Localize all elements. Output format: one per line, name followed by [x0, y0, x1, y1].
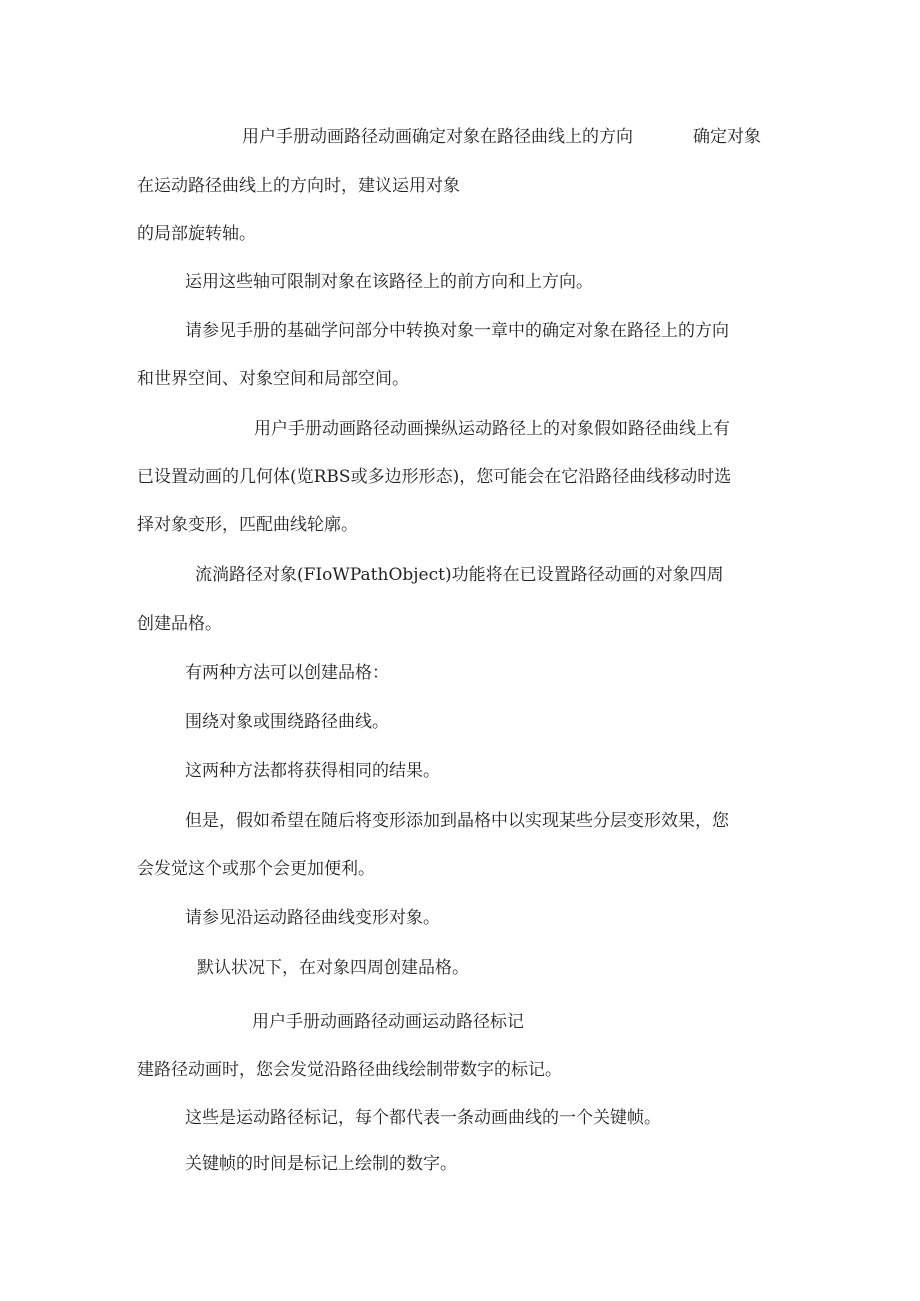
text-line: 会发觉这个或那个会更加便利。: [137, 859, 375, 879]
text-line: 确定对象: [693, 127, 761, 147]
text-line: 这两种方法都将获得相同的结果。: [185, 761, 440, 781]
text-line: 默认状况下，在对象四周创建品格。: [197, 958, 469, 978]
text-line: 有两种方法可以创建品格：: [185, 663, 389, 683]
text-line: 的局部旋转轴。: [137, 224, 256, 244]
text-line: 创建品格。: [137, 614, 222, 634]
text-line: 请参见沿运动路径曲线变形对象。: [185, 908, 440, 928]
text-line: 关键帧的时间是标记上绘制的数字。: [185, 1154, 457, 1174]
text-line: 流淌路径对象(FIoWPathObject)功能将在已设置路径动画的对象四周: [195, 565, 724, 585]
text-line: 建路径动画时，您会发觉沿路径曲线绘制带数字的标记。: [137, 1060, 562, 1080]
text-line: 择对象变形，匹配曲线轮廓。: [137, 515, 358, 535]
text-line: 围绕对象或围绕路径曲线。: [185, 712, 389, 732]
heading-line: 用户手册动画路径动画确定对象在路径曲线上的方向: [242, 127, 633, 147]
text-line: 这些是运动路径标记，每个都代表一条动画曲线的一个关键帧。: [185, 1108, 661, 1128]
text-line: 已设置动画的几何体(览RBS或多边形形态)，您可能会在它沿路径曲线移动时选: [137, 467, 732, 487]
text-line: 和世界空间、对象空间和局部空间。: [137, 369, 409, 389]
heading-line: 用户手册动画路径动画操纵运动路径上的对象假如路径曲线上有: [254, 419, 730, 439]
text-line: 运用这些轴可限制对象在该路径上的前方向和上方向。: [185, 272, 593, 292]
text-line: 在运动路径曲线上的方向时，建议运用对象: [137, 176, 460, 196]
text-line: 但是，假如希望在随后将变形添加到晶格中以实现某些分层变形效果，您: [185, 811, 729, 831]
text-line: 请参见手册的基础学问部分中转换对象一章中的确定对象在路径上的方向: [185, 321, 729, 341]
heading-line: 用户手册动画路径动画运动路径标记: [252, 1012, 524, 1032]
